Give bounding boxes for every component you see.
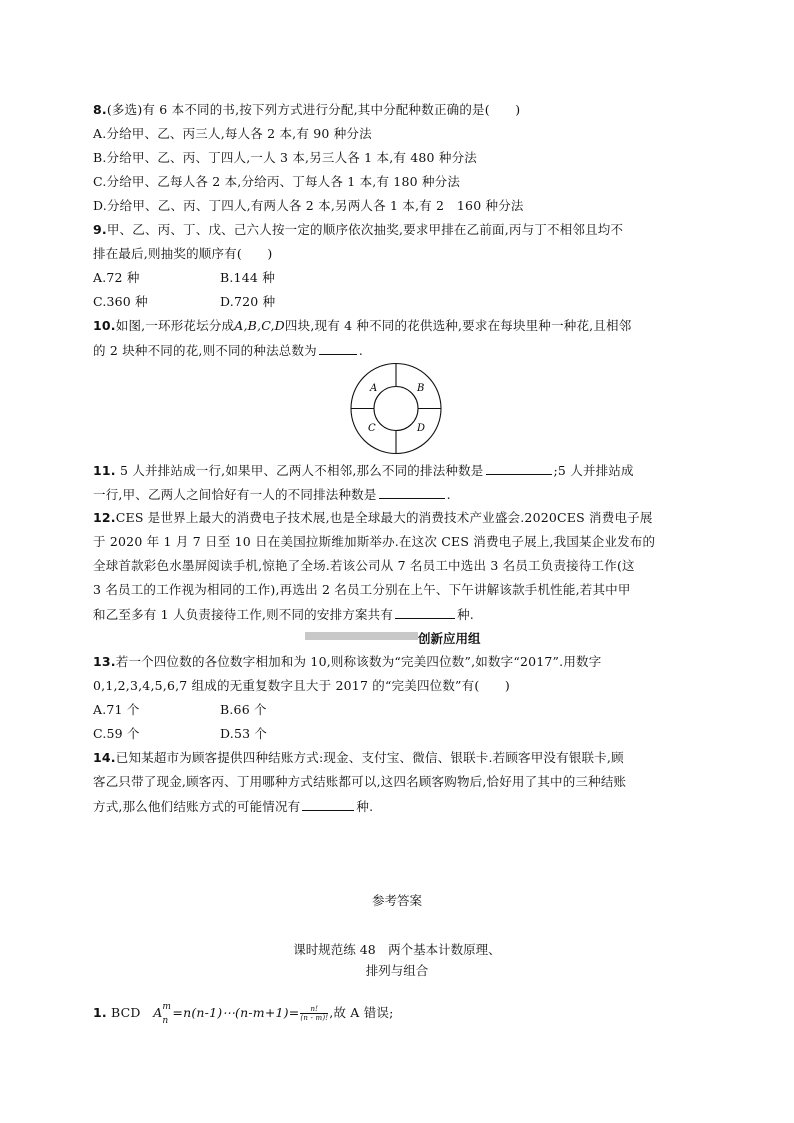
q9-option-b: B.144 种 (220, 270, 275, 285)
q11-stem2a: 一行,甲、乙两人之间恰好有一人的不同排法种数是 (93, 487, 377, 502)
answer-1-formula-mid: =n(n-1)⋯(n-m+1)= (172, 1005, 300, 1020)
q12-text-1: CES 是世界上最大的消费电子技术展,也是全球最大的消费技术产业盛会.2020CES 消费电子展 (115, 510, 653, 525)
ring-flowerbed-figure (346, 361, 446, 456)
q14-text-3b: 种. (356, 799, 374, 814)
q10-stem1a: 如图,一环形花坛分成 (115, 318, 235, 333)
q13-option-c: C.59 个 (93, 726, 140, 741)
q14-answer-blank[interactable] (302, 798, 354, 811)
answer-1-tail: ,故 A 错误; (329, 1005, 394, 1020)
q9-option-d: D.720 种 (220, 294, 276, 309)
lesson-title-line1: 课时规范练 48 两个基本计数原理、 (293, 942, 501, 957)
q8-option-a: A.分给甲、乙、丙三人,每人各 2 本,有 90 种分法 (93, 126, 372, 141)
q12-answer-blank[interactable] (395, 606, 455, 619)
q14-line2: 客乙只带了现金,顾客丙、丁用哪种方式结账都可以,这四名顾客购物后,恰好用了其中的三种结账 (93, 774, 627, 789)
q12-line4: 3 名员工的工作视为相同的工作),再选出 2 名员工分别在上午、下午讲解该款手机性能,若其中甲 (93, 582, 631, 597)
q14-text-3a: 方式,那么他们结账方式的可能情况有 (93, 799, 301, 814)
q9-option-a: A.72 种 (93, 270, 140, 285)
answer-1-line (93, 1001, 394, 1026)
answer-1-number: 1. (93, 1005, 107, 1020)
answer-1-frac-den: (n - m)! (300, 1014, 329, 1022)
q12-text-5a: 和乙至多有 1 人负责接待工作,则不同的安排方案共有 (93, 607, 394, 622)
q9-stem1: 甲、乙、丙、丁、戊、己六人按一定的顺序依次抽奖,要求甲排在乙前面,丙与丁不相邻且均不 (106, 222, 624, 237)
q14-line3 (93, 798, 373, 815)
q11-stem2b: . (446, 487, 451, 502)
q11-stem1b: ;5 人并排站成 (553, 463, 634, 478)
q11-stem-line1 (93, 462, 634, 479)
q10-stem2a: 的 2 块种不同的花,则不同的种法总数为 (93, 343, 317, 358)
q9-number: 9. (93, 222, 107, 237)
q8-option-c: C.分给甲、乙每人各 2 本,分给丙、丁每人各 1 本,有 180 种分法 (93, 174, 461, 189)
q12-number: 12. (93, 510, 116, 525)
region-label-a: A (370, 383, 378, 394)
q10-stem2b: . (358, 343, 364, 358)
q11-stem-line2 (93, 486, 451, 503)
region-label-c: C (368, 423, 376, 434)
q13-text-1: 若一个四位数的各位数字相加和为 10,则称该数为“完美四位数”,如数字“2017”.用数字 (115, 654, 602, 669)
q8-option-b: B.分给甲、乙、丙、丁四人,一人 3 本,另三人各 1 本,有 480 种分法 (93, 150, 477, 165)
q11-answer-blank-2[interactable] (379, 486, 445, 499)
q10-regions: A,B,C,D (234, 318, 285, 333)
q12-line1 (93, 510, 653, 526)
q9-stem-line1 (93, 222, 623, 238)
answers-title: 参考答案 (371, 893, 422, 908)
q12-text-5b: 种. (457, 607, 474, 622)
q13-option-b: B.66 个 (220, 702, 267, 717)
answer-1-frac-num: n! (300, 1005, 328, 1014)
answer-1-formula-sub: n (162, 1015, 169, 1026)
q14-text-1: 已知某超市为顾客提供四种结账方式:现金、支付宝、微信、银联卡.若顾客甲没有银联卡,顾 (115, 750, 624, 765)
q10-stem-line1 (93, 318, 631, 334)
q14-number: 14. (93, 750, 116, 765)
lesson-title-line2: 排列与组合 (365, 963, 429, 978)
q8-option-d: D.分给甲、乙、丙、丁四人,有两人各 2 本,另两人各 1 本,有 2 160 种分法 (93, 198, 524, 213)
section-bar (305, 632, 418, 640)
q11-answer-blank-1[interactable] (486, 462, 552, 475)
q13-option-d: D.53 个 (220, 726, 268, 741)
q13-number: 13. (93, 654, 116, 669)
answer-1-choice: BCD (111, 1005, 141, 1020)
q8-number: 8. (93, 102, 107, 117)
q12-line5 (93, 606, 474, 623)
q10-answer-blank[interactable] (319, 342, 357, 355)
q9-option-c: C.360 种 (93, 294, 148, 309)
q8-stem: (多选)有 6 本不同的书,按下列方式进行分配,其中分配种数正确的是( ) (106, 102, 521, 117)
q12-line2: 于 2020 年 1 月 7 日至 10 日在美国拉斯维加斯举办.在这次 CES 消费电子展上,我国某企业发布的 (93, 534, 656, 549)
q14-line1 (93, 750, 624, 766)
region-label-b: B (417, 383, 425, 394)
section-header (0, 629, 794, 645)
q9-stem-line2: 排在最后,则抽奖的顺序有( ) (93, 246, 273, 261)
inner-circle (374, 387, 418, 431)
q11-number: 11. (93, 463, 116, 478)
q10-stem1b: 四块,现有 4 种不同的花供选种,要求在每块里种一种花,且相邻 (284, 318, 632, 333)
q8-stem-line (93, 102, 520, 118)
q10-stem-line2 (93, 342, 363, 359)
q13-line1 (93, 654, 601, 670)
q13-option-a: A.71 个 (93, 702, 140, 717)
answer-1-formula-a: A (153, 1005, 163, 1020)
answer-1-formula-sup: m (162, 1001, 172, 1012)
q12-line3: 全球首款彩色水墨屏阅读手机,惊艳了全场.若该公司从 7 名员工中选出 3 名员工负责接待工作(这 (93, 558, 635, 573)
section-title: 创新应用组 (418, 631, 481, 646)
q11-stem1a: 5 人并排站成一行,如果甲、乙两人不相邻,那么不同的排法种数是 (119, 463, 484, 478)
q13-line2: 0,1,2,3,4,5,6,7 组成的无重复数字且大于 2017 的“完美四位数”有( ) (93, 678, 510, 693)
q10-number: 10. (93, 318, 116, 333)
region-label-d: D (417, 423, 426, 434)
answer-1-fraction (300, 1005, 328, 1022)
